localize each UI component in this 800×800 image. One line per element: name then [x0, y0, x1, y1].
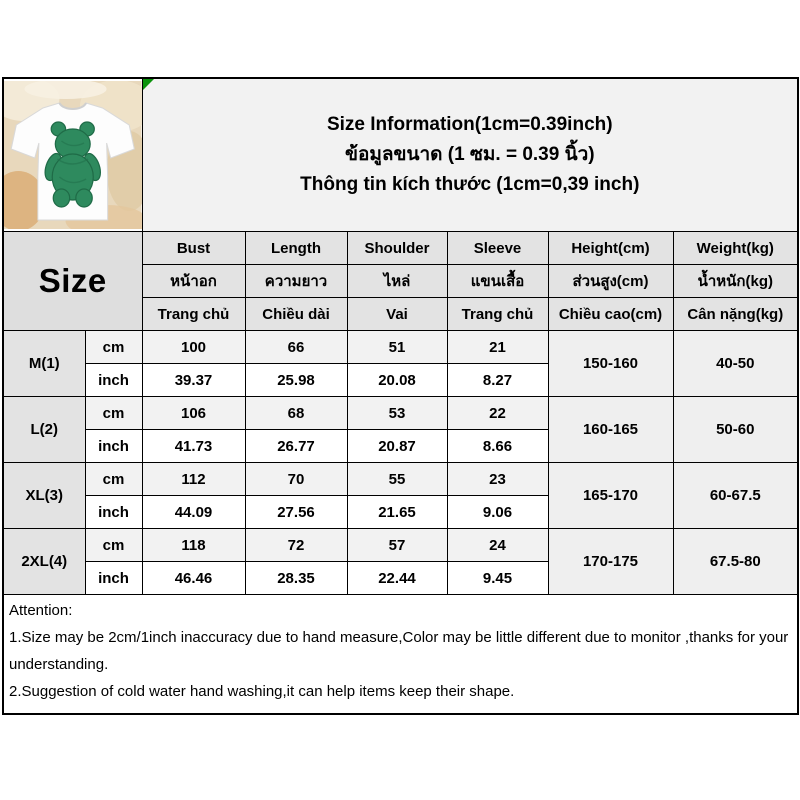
unit-label-inch: inch	[85, 496, 142, 529]
bust-inch-value: 41.73	[142, 430, 245, 463]
length-cm-value: 66	[245, 331, 347, 364]
attention-note	[3, 595, 798, 715]
title-vietnamese: Thông tin kích thước (1cm=0,39 inch)	[300, 174, 640, 195]
attention-heading: Attention:	[9, 602, 73, 619]
shoulder-inch-value: 21.65	[347, 496, 447, 529]
height-range: 170-175	[548, 529, 673, 595]
length-cm-value: 72	[245, 529, 347, 562]
attention-line-2: 2.Suggestion of cold water hand washing,it can help items keep their shape.	[9, 683, 515, 700]
shoulder-cm-value: 57	[347, 529, 447, 562]
title-cell	[142, 78, 798, 232]
unit-label-inch: inch	[85, 364, 142, 397]
col-header-sleeve-th: แขนเสื้อ	[447, 265, 548, 298]
length-cm-value: 70	[245, 463, 347, 496]
size-label-2xl: 2XL(4)	[3, 529, 85, 595]
bust-inch-value: 44.09	[142, 496, 245, 529]
unit-label-inch: inch	[85, 430, 142, 463]
title-english: Size Information(1cm=0.39inch)	[326, 114, 613, 135]
bust-inch-value: 39.37	[142, 364, 245, 397]
col-header-length-vi: Chiều dài	[245, 298, 347, 331]
bust-inch-value: 46.46	[142, 562, 245, 595]
unit-label-inch: inch	[85, 562, 142, 595]
col-header-bust-th: หน้าอก	[142, 265, 245, 298]
length-inch-value: 26.77	[245, 430, 347, 463]
bust-cm-value: 118	[142, 529, 245, 562]
shoulder-inch-value: 20.08	[347, 364, 447, 397]
shoulder-inch-value: 20.87	[347, 430, 447, 463]
length-cm-value: 68	[245, 397, 347, 430]
unit-label-cm: cm	[85, 397, 142, 430]
sleeve-cm-value: 24	[447, 529, 548, 562]
green-corner-marker-icon	[143, 79, 154, 90]
tshirt-bear-illustration	[4, 81, 142, 229]
weight-range: 40-50	[673, 331, 798, 397]
shoulder-cm-value: 55	[347, 463, 447, 496]
size-header: Size	[3, 232, 142, 331]
size-chart-table	[2, 77, 799, 715]
height-range: 165-170	[548, 463, 673, 529]
shoulder-cm-value: 53	[347, 397, 447, 430]
col-header-height-th: ส่วนสูง(cm)	[548, 265, 673, 298]
unit-label-cm: cm	[85, 331, 142, 364]
product-photo	[3, 78, 142, 232]
col-header-height-en: Height(cm)	[548, 232, 673, 265]
col-header-weight-vi: Cân nặng(kg)	[673, 298, 798, 331]
col-header-length-en: Length	[245, 232, 347, 265]
length-inch-value: 27.56	[245, 496, 347, 529]
weight-range: 67.5-80	[673, 529, 798, 595]
col-header-length-th: ความยาว	[245, 265, 347, 298]
sleeve-cm-value: 23	[447, 463, 548, 496]
col-header-bust-en: Bust	[142, 232, 245, 265]
length-inch-value: 25.98	[245, 364, 347, 397]
col-header-bust-vi: Trang chủ	[142, 298, 245, 331]
col-header-weight-en: Weight(kg)	[673, 232, 798, 265]
unit-label-cm: cm	[85, 463, 142, 496]
sleeve-cm-value: 21	[447, 331, 548, 364]
sleeve-cm-value: 22	[447, 397, 548, 430]
sleeve-inch-value: 8.27	[447, 364, 548, 397]
weight-range: 60-67.5	[673, 463, 798, 529]
shoulder-cm-value: 51	[347, 331, 447, 364]
height-range: 150-160	[548, 331, 673, 397]
col-header-shoulder-en: Shoulder	[347, 232, 447, 265]
col-header-sleeve-vi: Trang chủ	[447, 298, 548, 331]
bust-cm-value: 112	[142, 463, 245, 496]
attention-line-1: 1.Size may be 2cm/1inch inaccuracy due to hand measure,Color may be little different due to monitor ,thanks for your understanding.	[9, 629, 789, 673]
height-range: 160-165	[548, 397, 673, 463]
col-header-shoulder-vi: Vai	[347, 298, 447, 331]
weight-range: 50-60	[673, 397, 798, 463]
length-inch-value: 28.35	[245, 562, 347, 595]
size-label-l: L(2)	[3, 397, 85, 463]
bust-cm-value: 100	[142, 331, 245, 364]
size-label-m: M(1)	[3, 331, 85, 397]
title-thai: ข้อมูลขนาด (1 ซม. = 0.39 นิ้ว)	[344, 144, 595, 165]
col-header-sleeve-en: Sleeve	[447, 232, 548, 265]
col-header-shoulder-th: ไหล่	[347, 265, 447, 298]
unit-label-cm: cm	[85, 529, 142, 562]
sleeve-inch-value: 9.06	[447, 496, 548, 529]
shoulder-inch-value: 22.44	[347, 562, 447, 595]
size-label-xl: XL(3)	[3, 463, 85, 529]
sleeve-inch-value: 8.66	[447, 430, 548, 463]
bust-cm-value: 106	[142, 397, 245, 430]
sleeve-inch-value: 9.45	[447, 562, 548, 595]
col-header-height-vi: Chiều cao(cm)	[548, 298, 673, 331]
col-header-weight-th: น้ำหนัก(kg)	[673, 265, 798, 298]
